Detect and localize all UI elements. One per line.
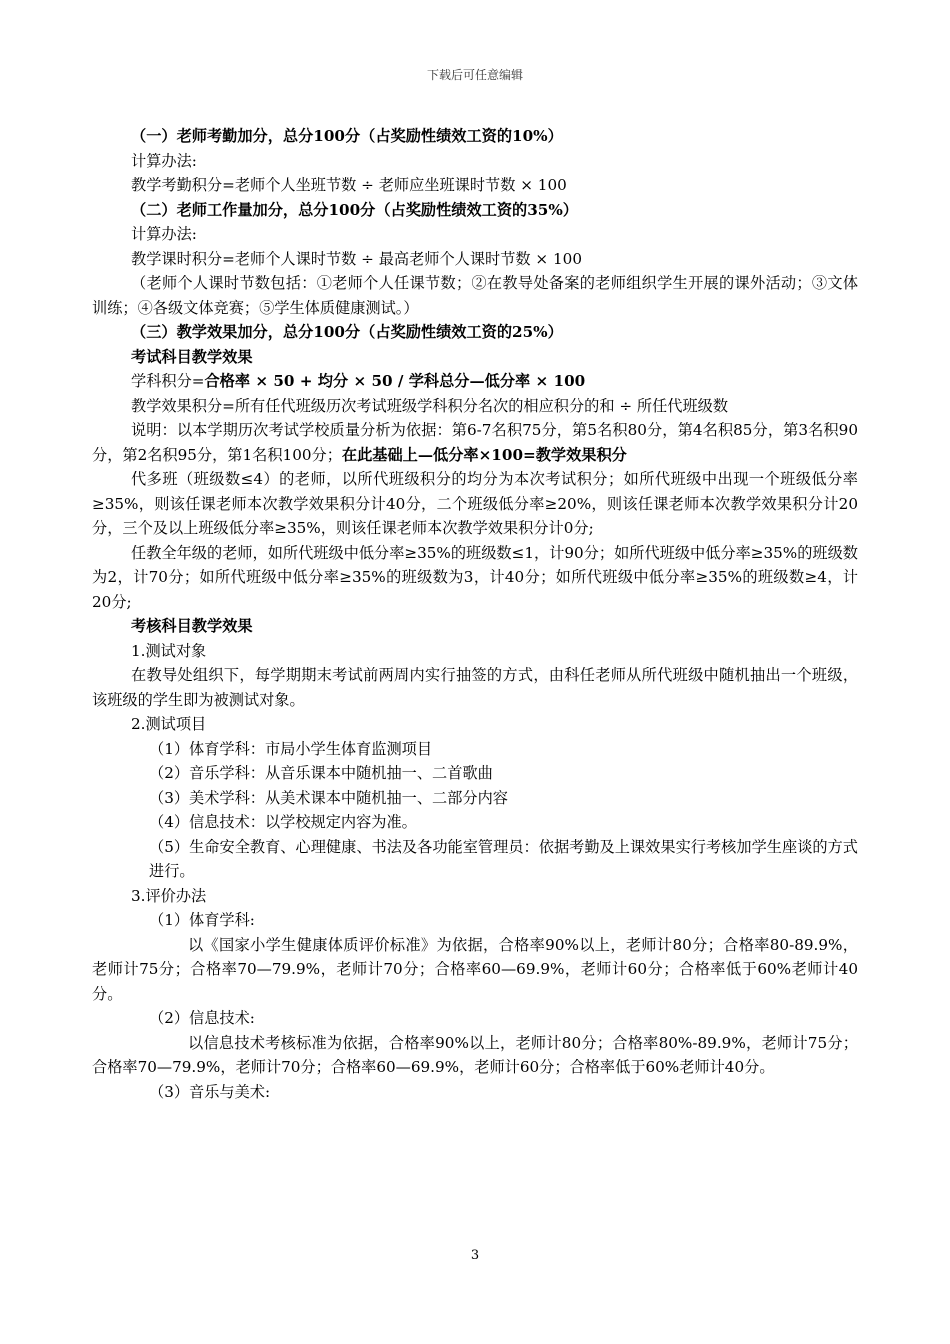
calc-method-label: 计算办法: — [131, 151, 197, 170]
eval-it-text: 以信息技术考核标准为依据，合格率90%以上，老师计80分；合格率80%-89.9%，老师计75分；合格率70—79.9%，老师计70分；合格率60—69.9%，老师计60分；合格率低于60%老师计40分。 — [92, 1033, 858, 1076]
item-evaluation: 3.评价办法 — [131, 886, 207, 905]
section-heading-workload: （二）老师工作量加分，总分100分（占奖励性绩效工资的35%） — [131, 200, 578, 219]
formula-workload: 教学课时积分=老师个人课时节数 ÷ 最高老师个人课时节数 × 100 — [131, 249, 582, 268]
formula-effect-score: 教学效果积分=所有任代班级历次考试班级学科积分名次的相应积分的和 ÷ 所任代班级数 — [131, 396, 729, 415]
formula-subject-score — [92, 369, 858, 394]
formula-expression: 合格率 × 50 + 均分 × 50 / 学科总分—低分率 × 100 — [204, 372, 586, 390]
test-target-text: 在教导处组织下，每学期期末考试前两周内实行抽签的方式，由科任老师从所代班级中随机抽出一个班级，该班级的学生即为被测试对象。 — [92, 666, 858, 709]
eval-pe-heading: （1）体育学科: — [149, 911, 255, 929]
subheading-exam-subjects: 考试科目教学效果 — [131, 347, 253, 366]
workload-note: （老师个人课时节数包括：①老师个人任课节数；②在教导处备案的老师组织学生开展的课外活动；③文体训练；④各级文体竞赛；⑤学生体质健康测试。） — [92, 274, 858, 317]
test-item-pe: （1）体育学科：市局小学生体育监测项目 — [149, 739, 433, 758]
document-body — [92, 124, 858, 1104]
eval-pe-text: 以《国家小学生健康体质评价标准》为依据，合格率90%以上，老师计80分；合格率80-89.9%，老师计75分；合格率70—79.9%，老师计70分；合格率60—69.9%，老师计60分；合格率低于60%老师计40分。 — [92, 935, 858, 1003]
test-item-music: （2）音乐学科：从音乐课本中随机抽一、二首歌曲 — [149, 764, 493, 782]
explanation-text: 说明：以本学期历次考试学校质量分析为依据：第6-7名积75分，第5名积80分，第4名积85分，第3名积90分，第2名积95分，第1名积100分； — [92, 421, 858, 464]
eval-it-heading: （2）信息技术: — [149, 1009, 255, 1027]
eval-music-art-heading: （3）音乐与美术: — [149, 1082, 271, 1101]
explanation-paragraph — [92, 418, 858, 467]
section-heading-attendance: （一）老师考勤加分，总分100分（占奖励性绩效工资的10%） — [131, 127, 563, 145]
formula-label: 学科积分= — [131, 372, 205, 390]
test-item-art: （3）美术学科：从美术课本中随机抽一、二部分内容 — [149, 788, 508, 807]
item-test-target: 1.测试对象 — [131, 641, 207, 660]
section-heading-effect: （三）教学效果加分，总分100分（占奖励性绩效工资的25%） — [131, 323, 563, 341]
explanation-bold: 在此基础上—低分率×100=教学效果积分 — [341, 445, 627, 464]
page-header: 下载后可任意编辑 — [426, 68, 523, 82]
subheading-assessment-subjects: 考核科目教学效果 — [131, 617, 253, 635]
formula-attendance: 教学考勤积分=老师个人坐班节数 ÷ 老师应坐班课时节数 × 100 — [131, 176, 567, 194]
test-item-other: （5）生命安全教育、心理健康、书法及各功能室管理员：依据考勤及上课效果实行考核加学生座谈的方式进行。 — [149, 837, 858, 880]
calc-method-label: 计算办法: — [131, 225, 197, 243]
whole-grade-rule: 任教全年级的老师，如所代班级中低分率≥35%的班级数≤1，计90分；如所代班级中低分率≥35%的班级数为2，计70分；如所代班级中低分率≥35%的班级数为3，计40分；如所代班级中低分率≥35%的班级数≥4，计20分; — [92, 543, 858, 611]
multi-class-rule: 代多班（班级数≤4）的老师，以所代班级积分的均分为本次考试积分；如所代班级中出现一个班级低分率≥35%，则该任课老师本次教学效果积分计40分，二个班级低分率≥20%，则该任课老师本次教学效果积分计20分，三个及以上班级低分率≥35%，则该任课老师本次教学效果积分计0分; — [92, 470, 858, 537]
page-number: 3 — [470, 1248, 480, 1263]
test-item-it: （4）信息技术：以学校规定内容为准。 — [149, 813, 417, 831]
item-test-items: 2.测试项目 — [131, 715, 207, 733]
